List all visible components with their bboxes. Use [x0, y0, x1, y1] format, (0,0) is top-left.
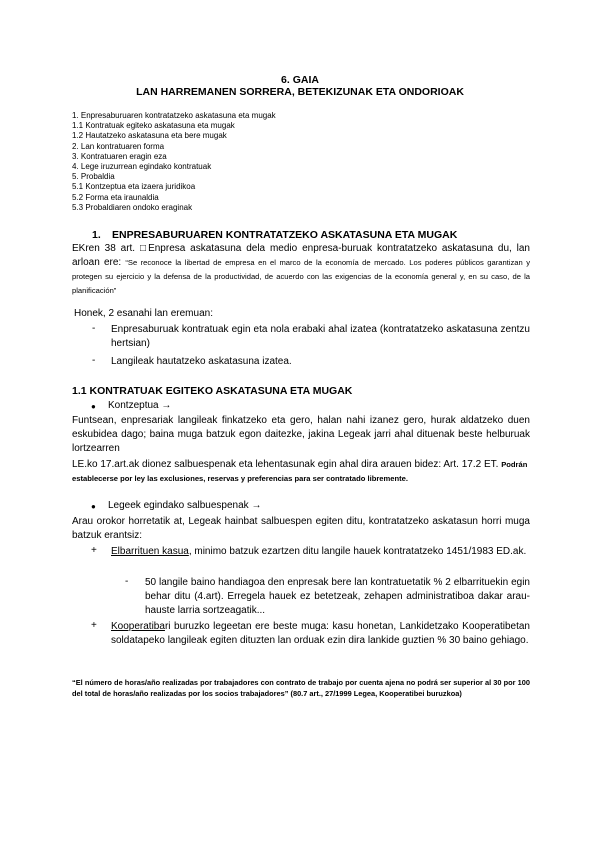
toc-item: 4. Lege iruzurrean egindako kontratuak — [72, 162, 212, 172]
quote-spanish: “Se reconoce la libertad de empresa en el marco de la economía de mercado. Los poderes públicos garantizan y protegen su ejercicio y la defensa de la productividad, de acuerdo con las exigencias de la economía general y, en su caso, de la planificación” — [72, 258, 530, 295]
subsection-heading: 1.1 KONTRATUAK EGITEKO ASKATASUNA ETA MUGAK — [72, 385, 353, 397]
toc-item: 5.3 Probaldiaren ondoko eraginak — [72, 202, 193, 212]
paragraph-text: EKren 38 art. □Enpresa askatasuna dela medio enpresa-buruak kontratatzeko askatasuna du, lan arloan ere: — [72, 243, 530, 268]
table-of-contents — [72, 111, 276, 213]
toc-item: 5.1 Kontzeptua eta izaera juridikoa — [72, 182, 196, 192]
dash-item: Langileak hautatzeko askatasuna izatea. — [111, 356, 292, 367]
dash-item: Enpresaburuak kontratuak egin eta nola erabaki ahal izatea (kontratatzeko askatasuna zentzu hertsian) — [111, 324, 530, 349]
toc-item: 1. Enpresaburuaren kontratatzeko askatasuna eta mugak — [72, 111, 276, 120]
toc-item: 2. Lan kontratuaren forma — [72, 141, 165, 151]
underlined-term: Elbarrituen kasua — [111, 546, 189, 557]
dot-bullet: ● — [91, 402, 96, 411]
doc-title: 6. GAIA — [281, 74, 319, 86]
paragraph-funtsean: Funtsean, enpresariak langileak finkatzeko eta gero, halan nahi izanez gero, hurak aldatzeko duen eskubidea dago; baina muga batzuk egon daitezke, jakina Legeak jarri ahal dituenak beste helburuak lortzearren — [72, 415, 530, 454]
paragraph-honek: Honek, 2 esanahi lan eremuan: — [74, 308, 213, 319]
dot-bullet: ● — [91, 502, 96, 511]
plus-bullet: + — [91, 545, 97, 556]
toc-item: 1.2 Hautatzeko askatasuna eta bere mugak — [72, 131, 227, 141]
paragraph-arau: Arau orokor horretatik at, Legeak hainbat salbuespen egiten ditu, kontratatzeko askatasun horri muga batzuk erantsiz: — [72, 516, 530, 541]
section-number: 1. — [92, 229, 101, 241]
dash-bullet: - — [125, 576, 129, 587]
paragraph-ekren — [72, 242, 530, 298]
toc-item: 5. Probaldia — [72, 172, 115, 182]
item-text: , minimo batzuk ezartzen ditu langile hauek kontratatzeko 1451/1983 ED.ak. — [188, 546, 527, 557]
toc-item: 1.1 Kontratuak egiteko askatasuna eta mugak — [72, 121, 235, 131]
dash-bullet: - — [92, 355, 96, 366]
quote-block: “El número de horas/año realizadas por trabajadores con contrato de trabajo por cuenta ajena no podrá ser superior al 30 por 100 del total de horas/año realizadas por los socios trabajadores” (80.7 art., 27/1999 Legea, Kooperatibei buruzkoa) — [72, 678, 530, 699]
item-kooperatiba — [111, 620, 530, 648]
section-heading: ENPRESABURUAREN KONTRATATZEKO ASKATASUNA ETA MUGAK — [112, 229, 458, 241]
doc-subtitle: LAN HARREMANEN SORRERA, BETEKIZUNAK ETA ONDORIOAK — [136, 86, 464, 98]
item-text: ri buruzko legeetan ere beste muga: kasu honetan, Lankidetzako Kooperatibetan soldatapeko langileak egiten dituzten lan orduak ezin dira lankide guztien % 30 baino gehiago. — [111, 621, 530, 646]
legeek-label: Legeek egindako salbuespenak → — [108, 500, 262, 511]
kontzeptua-label: Kontzeptua → — [108, 400, 172, 411]
item-elbarrituen — [111, 545, 530, 559]
underlined-term: Kooperatiba — [111, 621, 165, 632]
dash-bullet: - — [92, 323, 96, 334]
paragraph-text: LE.ko 17.art.ak dionez salbuespenak eta lehentasunak egin ahal dira arauen bidez: Art. 17.2 ET. — [72, 459, 499, 470]
sub-item: 50 langile baino handiagoa den enpresak bere lan kontratuetatik % 2 elbarrituekin egin behar ditu (4.art). Erregela hauek ez betetzeak, zehapen administratiboa dakar arau-hauste larria sortzeagatik... — [145, 577, 530, 616]
plus-bullet: + — [91, 620, 97, 631]
quote-spanish: Podrán establecerse por ley las exclusiones, reservas y preferencias para ser contratado libremente. — [72, 460, 528, 483]
toc-item: 5.2 Forma eta iraunaldia — [72, 192, 159, 202]
paragraph-le — [72, 458, 530, 486]
toc-item: 3. Kontratuaren eragin eza — [72, 151, 167, 161]
